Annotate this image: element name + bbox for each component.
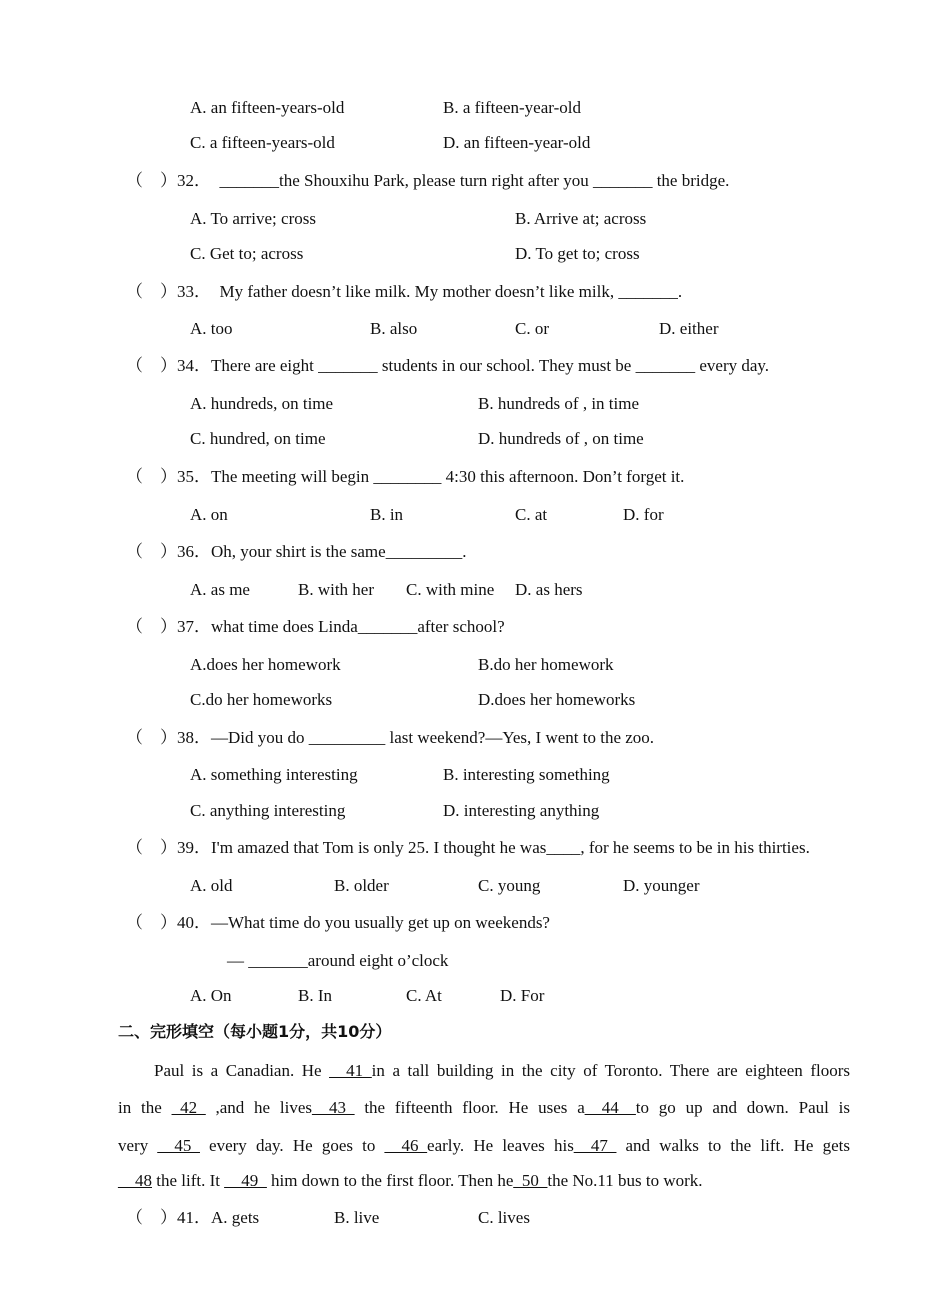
option-b-37: B.do her homework xyxy=(478,655,614,674)
option-b-36: B. with her xyxy=(298,580,375,599)
blank-41: __41_ xyxy=(329,1061,372,1080)
option-d-32: D. To get to; cross xyxy=(515,244,640,263)
blank-46: __46_ xyxy=(384,1136,428,1155)
section-heading: 二、完形填空（每小题1分，共10分） xyxy=(118,1022,392,1041)
passage-seg: to go up and down. Paul is xyxy=(635,1098,850,1117)
option-c-40: C. At xyxy=(406,986,442,1005)
option-c-41: C. lives xyxy=(478,1208,530,1227)
question-32: （ ）32． _______the Shouxihu Park, please turn right after you _______ the bridge. xyxy=(126,171,730,190)
question-41: （ ）41．A. gets xyxy=(126,1208,260,1227)
question-37: （ ）37．what time does Linda_______after school? xyxy=(126,617,505,636)
option-a-35: A. on xyxy=(190,505,228,524)
option-c-39: C. young xyxy=(478,876,541,895)
option-a-37: A.does her homework xyxy=(190,655,341,674)
option-a-34: A. hundreds, on time xyxy=(190,394,334,413)
option-c-33: C. or xyxy=(515,319,549,338)
option-d-35: D. for xyxy=(623,505,664,524)
question-36: （ ）36．Oh, your shirt is the same_________. xyxy=(126,542,467,561)
question-33: （ ）33． My father doesn’t like milk. My mother doesn’t like milk, _______. xyxy=(126,282,683,301)
passage-seg: and walks to the lift. He gets xyxy=(616,1136,850,1155)
passage-seg: ,and he lives xyxy=(205,1098,313,1117)
option-d-34: D. hundreds of , on time xyxy=(478,429,644,448)
option-c-31: C. a fifteen-years-old xyxy=(190,133,335,152)
option-a-32: A. To arrive; cross xyxy=(190,209,316,228)
option-d-39: D. younger xyxy=(623,876,700,895)
answer-line-40: — _______around eight o’clock xyxy=(227,951,449,970)
question-35: （ ）35．The meeting will begin ________ 4:30 this afternoon. Don’t forget it. xyxy=(126,467,685,486)
blank-44: __44__ xyxy=(584,1098,636,1117)
passage-seg: him down to the first floor. Then he xyxy=(266,1171,514,1190)
option-d-31: D. an fifteen-year-old xyxy=(443,133,591,152)
option-a-38: A. something interesting xyxy=(190,765,358,784)
passage-line-1 xyxy=(118,1061,850,1081)
passage-seg: Paul is a Canadian. He xyxy=(154,1061,330,1080)
passage-line-3 xyxy=(118,1136,850,1156)
option-b-39: B. older xyxy=(334,876,389,895)
option-a-31: A. an fifteen-years-old xyxy=(190,98,345,117)
passage-seg: early. He leaves his xyxy=(427,1136,574,1155)
passage-line-2 xyxy=(118,1098,850,1118)
option-d-33: D. either xyxy=(659,319,719,338)
blank-47: __47_ xyxy=(573,1136,617,1155)
option-c-32: C. Get to; across xyxy=(190,244,304,263)
passage-seg: in a tall building in the city of Toronto. There are eighteen floors xyxy=(371,1061,850,1080)
blank-48: __48 xyxy=(118,1171,152,1190)
blank-42: _42_ xyxy=(171,1098,206,1117)
option-b-32: B. Arrive at; across xyxy=(515,209,647,228)
option-b-31: B. a fifteen-year-old xyxy=(443,98,581,117)
option-b-35: B. in xyxy=(370,505,404,524)
passage-seg: the fifteenth floor. He uses a xyxy=(354,1098,585,1117)
option-b-38: B. interesting something xyxy=(443,765,610,784)
option-a-33: A. too xyxy=(190,319,233,338)
passage-seg: the lift. It xyxy=(152,1171,225,1190)
option-a-39: A. old xyxy=(190,876,233,895)
option-d-40: D. For xyxy=(500,986,545,1005)
option-c-37: C.do her homeworks xyxy=(190,690,333,709)
question-39: （ ）39．I'm amazed that Tom is only 25. I thought he was____, for he seems to be in his thirties. xyxy=(126,838,810,857)
question-40: （ ）40．—What time do you usually get up on weekends? xyxy=(126,913,550,932)
option-d-38: D. interesting anything xyxy=(443,801,600,820)
passage-line-4 xyxy=(118,1171,850,1191)
passage-seg: every day. He goes to xyxy=(199,1136,385,1155)
passage-seg: in the xyxy=(118,1098,172,1117)
option-b-41: B. live xyxy=(334,1208,380,1227)
question-38: （ ）38．—Did you do _________ last weekend?—Yes, I went to the zoo. xyxy=(126,728,655,747)
option-a-40: A. On xyxy=(190,986,232,1005)
option-d-36: D. as hers xyxy=(515,580,583,599)
option-b-33: B. also xyxy=(370,319,418,338)
option-c-36: C. with mine xyxy=(406,580,495,599)
option-b-34: B. hundreds of , in time xyxy=(478,394,640,413)
blank-43: __43_ xyxy=(312,1098,355,1117)
option-c-38: C. anything interesting xyxy=(190,801,346,820)
blank-45: __45_ xyxy=(157,1136,200,1155)
option-b-40: B. In xyxy=(298,986,332,1005)
option-c-35: C. at xyxy=(515,505,548,524)
passage-seg: the No.11 bus to work. xyxy=(547,1171,703,1190)
blank-50: _50_ xyxy=(513,1171,548,1190)
question-34: （ ）34．There are eight _______ students in our school. They must be _______ every day. xyxy=(126,356,770,375)
option-c-34: C. hundred, on time xyxy=(190,429,326,448)
option-d-37: D.does her homeworks xyxy=(478,690,636,709)
passage-seg: very xyxy=(118,1136,158,1155)
option-a-36: A. as me xyxy=(190,580,250,599)
blank-49: __49_ xyxy=(224,1171,267,1190)
